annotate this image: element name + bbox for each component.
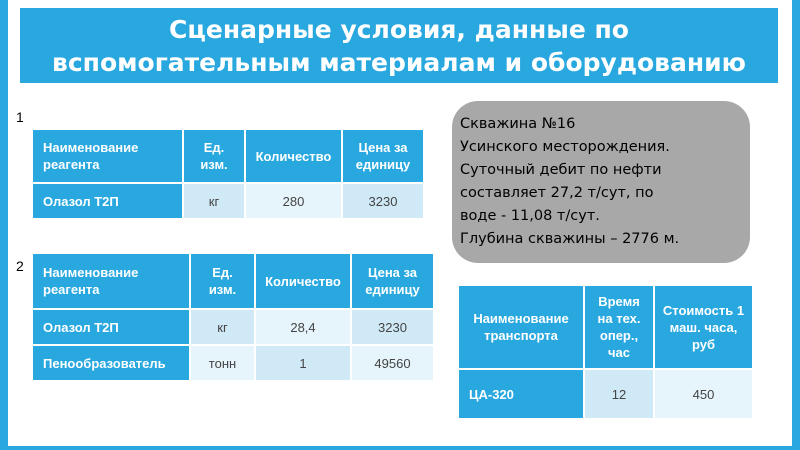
quantity-cell: 1	[255, 345, 351, 381]
info-line: Усинского месторождения.	[460, 139, 670, 155]
slide-title	[20, 8, 778, 83]
table-row	[32, 345, 434, 381]
info-line: Глубина скважины – 2776 м.	[460, 231, 680, 247]
title-line-1: Сценарные условия, данные по	[169, 14, 629, 44]
price-cell: 3230	[351, 309, 434, 345]
reagent-name-cell: Олазол Т2П	[32, 309, 190, 345]
reagent-name-cell: Пенообразователь	[32, 345, 190, 381]
table-row	[32, 309, 434, 345]
header-cell: Цена за единицу	[351, 253, 434, 309]
transport-table	[457, 284, 754, 420]
header-cell: Цена за единицу	[342, 129, 424, 183]
header-cell: Наименование реагента	[32, 253, 190, 309]
info-line: составляет 27,2 т/сут, по	[460, 185, 654, 201]
title-line-2: вспомогательным материалам и оборудованию	[52, 47, 746, 77]
info-line: Скважина №16	[460, 116, 576, 132]
quantity-cell: 28,4	[255, 309, 351, 345]
unit-cell: кг	[190, 309, 255, 345]
header-cell: Количество	[245, 129, 342, 183]
header-cell: Время на тех. опер., час	[584, 285, 654, 369]
unit-cell: тонн	[190, 345, 255, 381]
price-cell: 49560	[351, 345, 434, 381]
time-cell: 12	[584, 369, 654, 419]
price-cell: 3230	[342, 183, 424, 219]
table-header-row	[32, 253, 434, 309]
header-cell: Количество	[255, 253, 351, 309]
reagent-name-cell: Олазол Т2П	[32, 183, 183, 219]
header-cell: Ед. изм.	[183, 129, 245, 183]
header-cell: Ед. изм.	[190, 253, 255, 309]
info-line: воде - 11,08 т/сут.	[460, 208, 600, 224]
header-cell: Наименование реагента	[32, 129, 183, 183]
unit-cell: кг	[183, 183, 245, 219]
reagent-table-2	[31, 252, 435, 382]
table-header-row	[458, 285, 753, 369]
label-one: 1	[16, 109, 24, 125]
header-cell: Наименование транспорта	[458, 285, 584, 369]
table-row	[32, 183, 424, 219]
table-row	[458, 369, 753, 419]
transport-name-cell: ЦА-320	[458, 369, 584, 419]
reagent-table-1	[31, 128, 425, 220]
table-header-row	[32, 129, 424, 183]
quantity-cell: 280	[245, 183, 342, 219]
well-info-box	[452, 101, 750, 263]
cost-cell: 450	[654, 369, 753, 419]
info-line: Суточный дебит по нефти	[460, 162, 662, 178]
label-two: 2	[16, 258, 24, 274]
header-cell: Стоимость 1 маш. часа, руб	[654, 285, 753, 369]
